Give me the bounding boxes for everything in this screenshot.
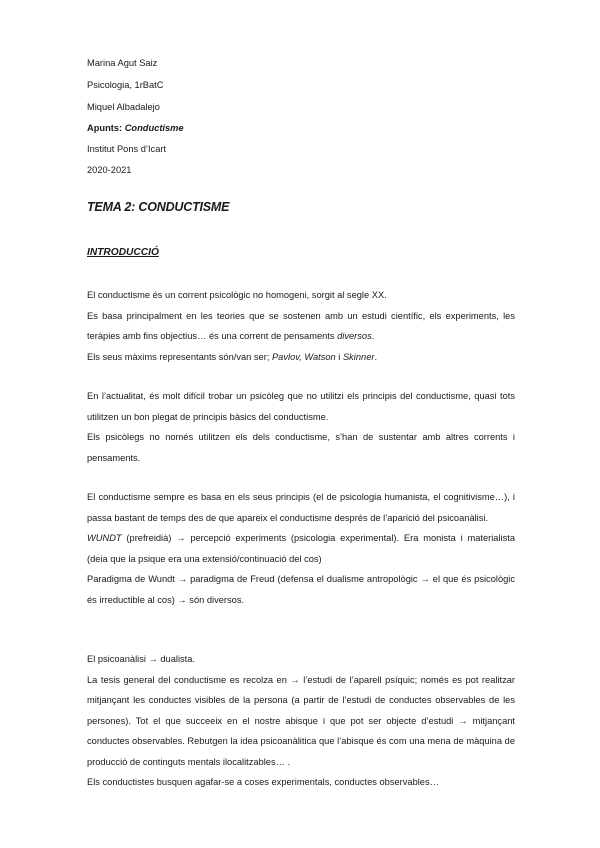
notes-topic: Conductisme [124, 123, 184, 133]
author-name: Marina Agut Saiz [87, 58, 158, 68]
p3-line-2-text: (prefreidià) → percepció experiments (psicologia experimental). Era monista i materialista (deia que la psique era una extensió/continuació del cos) [87, 533, 515, 564]
p1-line-2-text: Es basa principalment en les teories que se sostenen amb un estudi científic, els experiments, les teràpies amb fins objectius… és una corrent de pensaments [87, 310, 515, 341]
school-name: Institut Pons d’Icart [87, 144, 167, 154]
p1-line-3 [87, 347, 515, 368]
p2-line-2: Els psicòlegs no només utilitzen els dels conductisme, s’han de sustentar amb altres corrents i pensaments. [87, 432, 515, 463]
p1-line-2-end: . [371, 331, 375, 341]
p1-line-1: El conductisme és un corrent psicològic no homogeni, sorgit al segle XX. [87, 290, 387, 300]
paragraph-3 [87, 487, 515, 610]
p1-line-3-skinner: Skinner [342, 351, 375, 362]
p3-wundt: WUNDT [87, 533, 122, 543]
notes-label: Apunts: [87, 123, 123, 133]
p4-line-2: La tesis general del conductisme es recolza en → l’estudi de l’aparell psíquic; només es pot realitzar mitjançant les conductes visibles de la persona (a partir de l’estudi de conductes observables de les persones). Tot el que succeeix en el nostre abisque i que pot ser objecte d’estudi → mitjançant conductes observables. Rebutgen la idea psicoanàlitica que l’abisque és com una mena de màquina de producció de continguts mentals ilocalitzables… . [87, 674, 515, 767]
paragraph-1 [87, 285, 515, 367]
p1-line-2 [87, 306, 515, 347]
teacher-name: Miquel Albadalejo [87, 102, 160, 112]
p3-line-2 [87, 528, 515, 569]
p3-line-3: Paradigma de Wundt → paradigma de Freud (defensa el dualisme antropològic → el que és psicològic és irreductible al cos) → són diversos. [87, 574, 515, 605]
p1-line-3-and: i [335, 351, 343, 362]
p1-line-3-text: Els seus màxims representants són/van ser; [87, 351, 272, 362]
paragraph-2 [87, 386, 515, 468]
p3-line-1: El conductisme sempre es basa en els seus principis (el de psicologia humanista, el cognitivisme…), i passa bastant de temps des de que apareix el conductisme després de l’aparició del psicoanàlisi. [87, 492, 515, 523]
paragraph-4 [87, 649, 515, 793]
p4-line-1: El psicoanàlisi → dualista. [87, 654, 195, 664]
p1-line-2-italic: diversos [337, 331, 372, 341]
notes-line [87, 122, 184, 134]
section-heading: INTRODUCCIÓ [87, 247, 159, 258]
course-name: Psicologia, 1rBatC [87, 80, 164, 90]
school-year: 2020-2021 [87, 165, 132, 175]
page-title: TEMA 2: CONDUCTISME [87, 200, 230, 214]
p1-line-3-end: . [374, 351, 378, 362]
p1-line-3-names: Pavlov, Watson [271, 351, 336, 362]
p4-line-3: Els conductistes busquen agafar-se a coses experimentals, conductes observables… [87, 777, 439, 787]
p2-line-1: En l’actualitat, és molt difícil trobar un psicòleg que no utilitzi els principis del conductisme, quasi tots utilitzen un bon plegat de principis bàsics del conductisme. [87, 391, 515, 422]
